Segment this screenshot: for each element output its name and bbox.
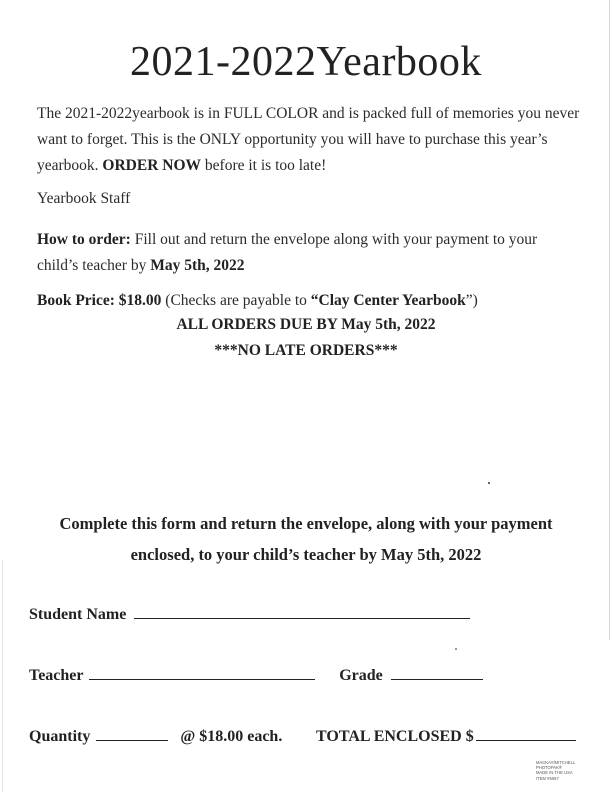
teacher-grade-row bbox=[29, 665, 483, 685]
intro-text: The 2021-2022yearbook is in FULL COLOR and is packed full of memories you never want to forget. This is the ONLY opportunity you will have to purchase this year’s yearbook. bbox=[37, 105, 580, 174]
scan-speck bbox=[488, 482, 490, 484]
printer-mark-line: PHOTOPAK® bbox=[536, 765, 562, 771]
total-enclosed-label: TOTAL ENCLOSED $ bbox=[316, 728, 474, 745]
payee-name: “Clay Center Yearbook bbox=[310, 292, 466, 309]
no-late-orders: ***NO LATE ORDERS*** bbox=[214, 342, 398, 359]
how-to-order-label: How to order: bbox=[37, 231, 131, 248]
student-name-row bbox=[29, 604, 470, 624]
printer-mark-line: MADE IN THE USA bbox=[536, 770, 573, 776]
teacher-label: Teacher bbox=[29, 667, 84, 684]
how-to-order-paragraph bbox=[37, 227, 582, 279]
intro-text-end: before it is too late! bbox=[201, 157, 327, 174]
staff-signature: Yearbook Staff bbox=[37, 190, 131, 207]
total-enclosed-field[interactable] bbox=[476, 726, 576, 741]
page-title: 2021-2022Yearbook bbox=[130, 39, 482, 85]
student-name-label: Student Name bbox=[29, 606, 127, 623]
teacher-field[interactable] bbox=[89, 665, 315, 680]
grade-label: Grade bbox=[339, 667, 383, 684]
student-name-field[interactable] bbox=[134, 604, 470, 619]
quantity-total-row bbox=[29, 726, 576, 746]
intro-paragraph bbox=[37, 101, 582, 179]
printer-mark bbox=[536, 760, 596, 781]
form-instructions-line2: enclosed, to your child’s teacher by May 5th, 2022 bbox=[130, 545, 482, 564]
book-price-line bbox=[37, 288, 582, 314]
order-now-emphasis: ORDER NOW bbox=[102, 157, 202, 174]
book-price-close: ”) bbox=[465, 292, 478, 309]
due-date-line: ALL ORDERS DUE BY May 5th, 2022 bbox=[176, 316, 436, 333]
book-price-text: (Checks are payable to bbox=[161, 292, 311, 309]
printer-mark-line: ITEM #5067 bbox=[536, 775, 559, 781]
form-instructions-line1: Complete this form and return the envelope, along with your payment bbox=[59, 514, 553, 533]
quantity-field[interactable] bbox=[96, 726, 168, 741]
quantity-label: Quantity bbox=[29, 728, 91, 745]
printer-mark-line: MACKAY/MITCHELL bbox=[536, 760, 576, 765]
how-to-order-date: May 5th, 2022 bbox=[150, 257, 245, 274]
price-each-text: @ $18.00 each. bbox=[180, 728, 283, 745]
grade-field[interactable] bbox=[391, 665, 483, 680]
book-price-label: Book Price: $18.00 bbox=[37, 292, 162, 309]
page-edge-shadow bbox=[2, 560, 3, 792]
scan-speck bbox=[455, 648, 457, 650]
how-to-order-text: Fill out and return the envelope along with your payment to your child’s teacher by bbox=[37, 231, 538, 274]
